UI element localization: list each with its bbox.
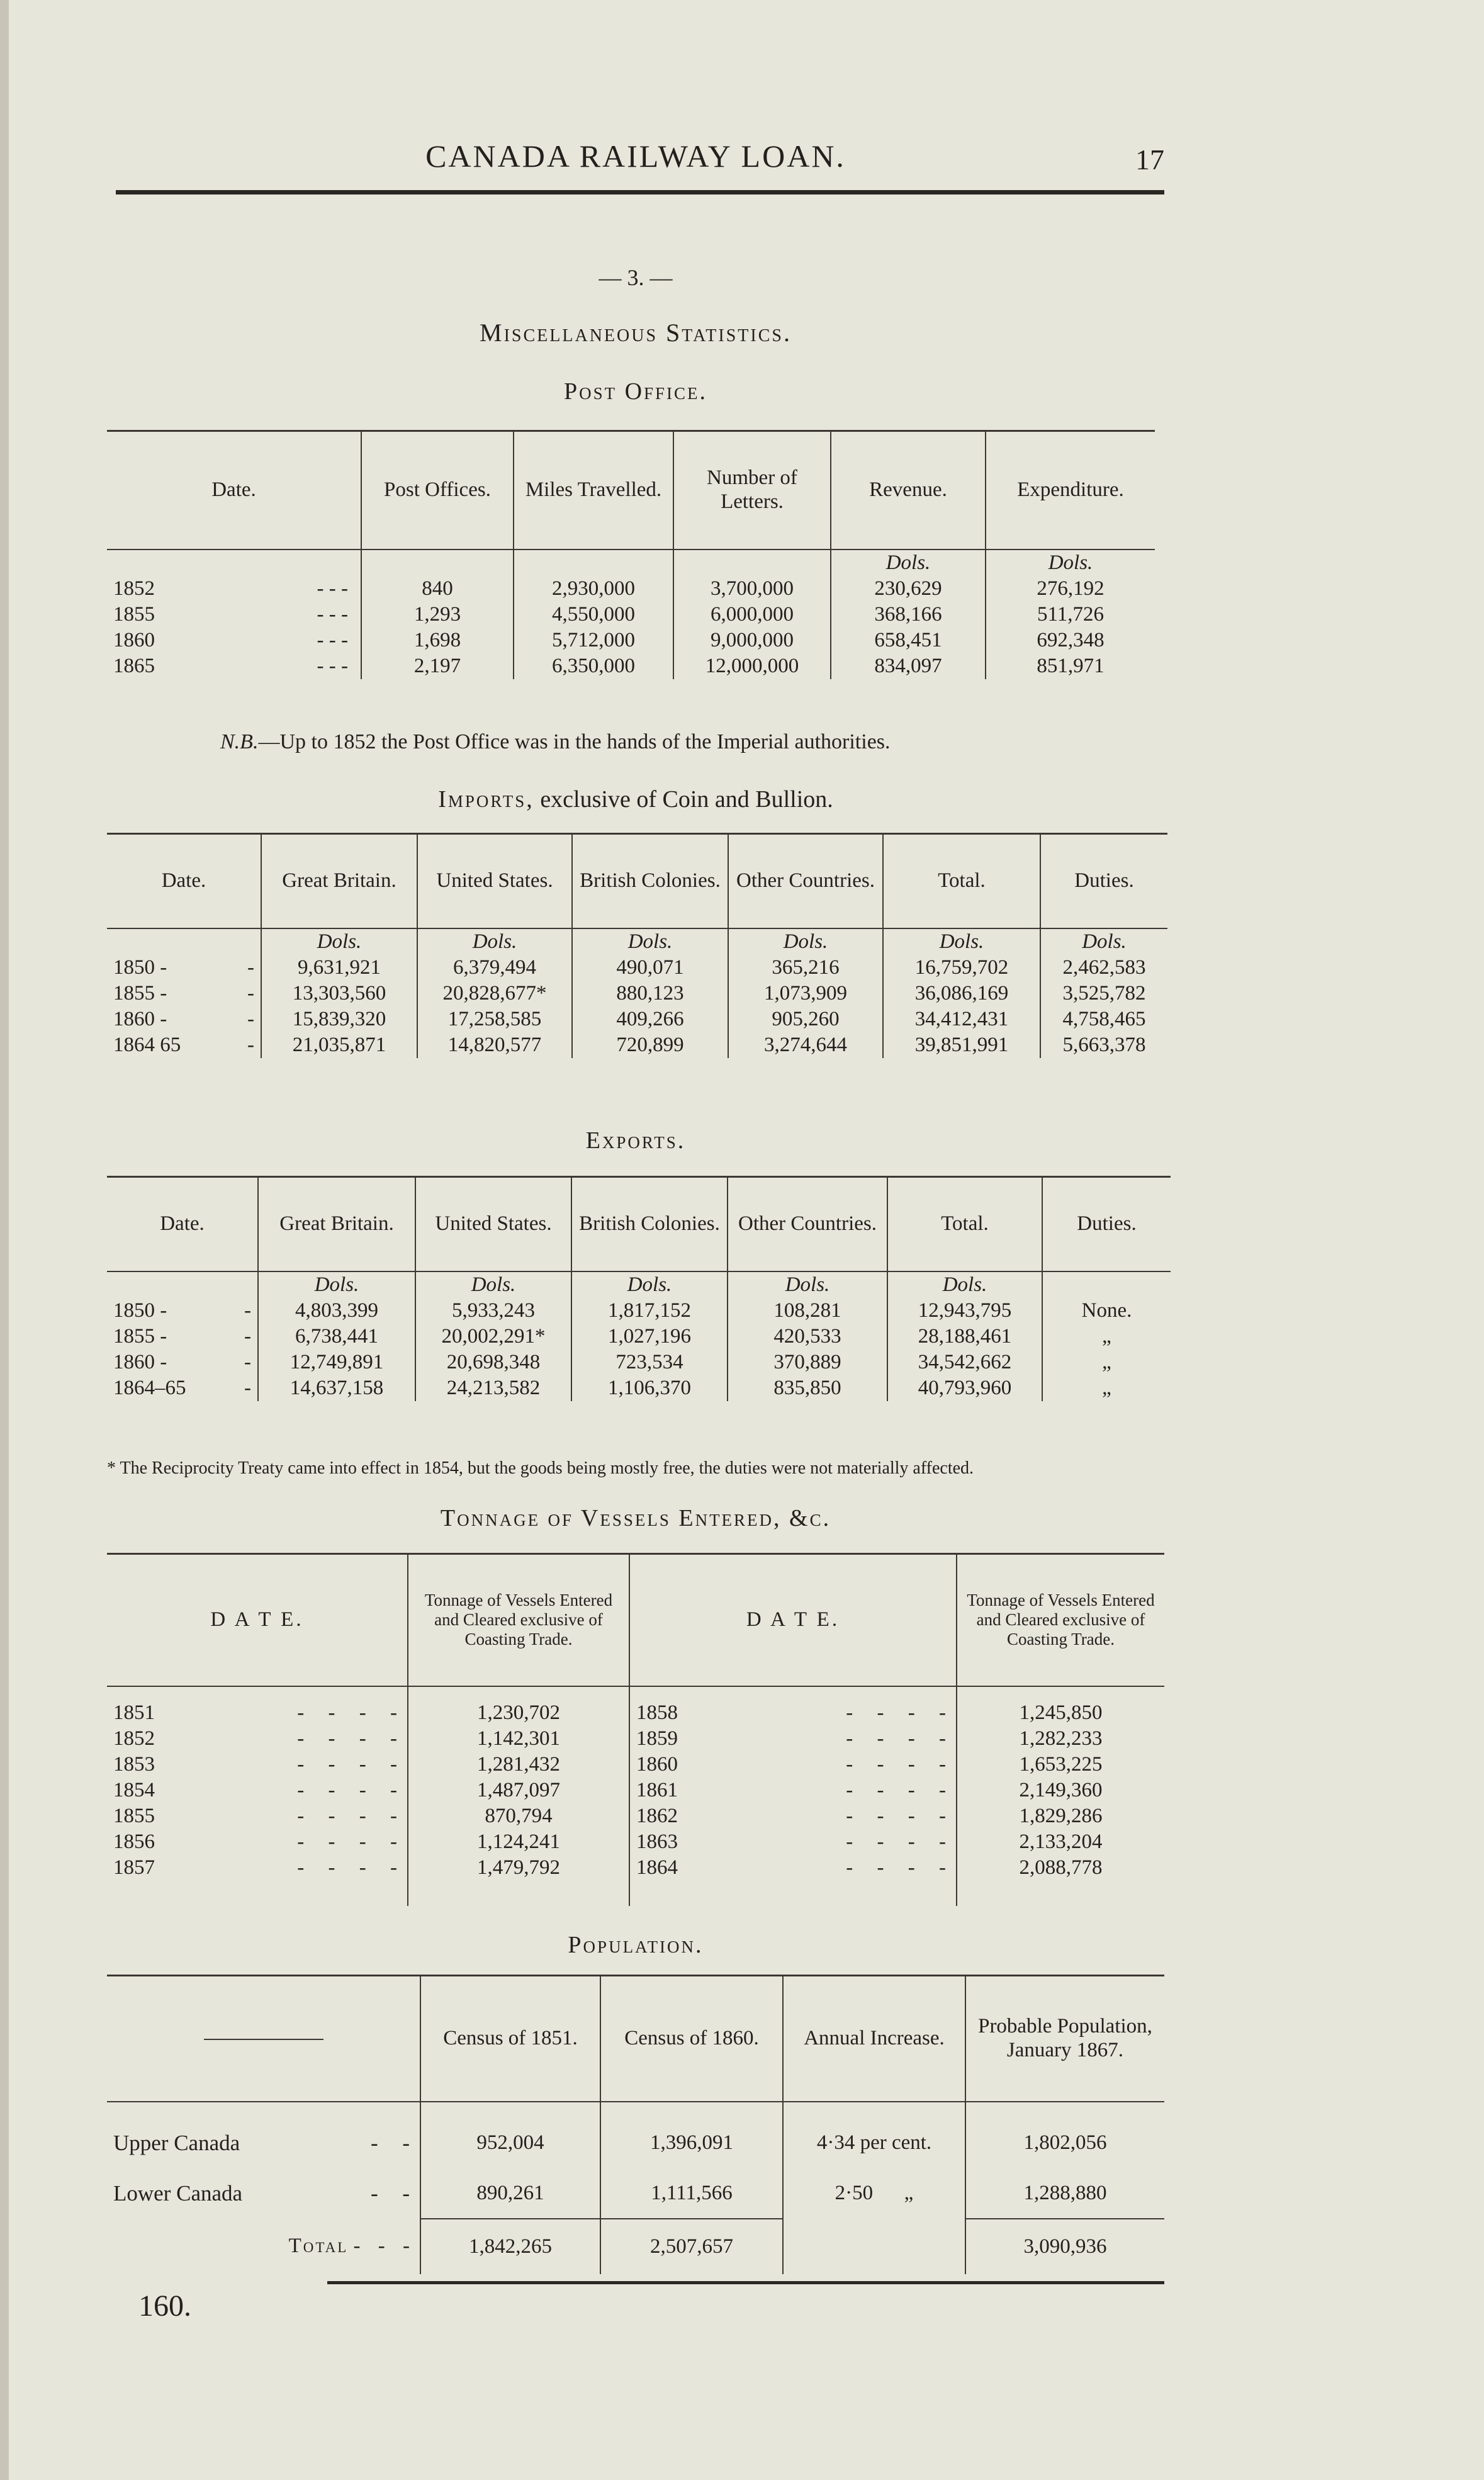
column-header: British Colonies. — [571, 1177, 728, 1271]
date-cell — [107, 955, 261, 981]
total-label-cell — [107, 2219, 420, 2274]
table-row — [107, 1298, 1171, 1324]
leader-dashes: - — [244, 1299, 251, 1322]
leader-dashes: - - - - — [846, 1752, 946, 1776]
column-header: Tonnage of Vessels Entered and Cleared exclusive of Coasting Trade. — [408, 1554, 629, 1686]
date-cell — [629, 1803, 957, 1829]
table-cell: None. — [1042, 1298, 1171, 1324]
table-row — [107, 1375, 1171, 1401]
table-cell: 12,749,891 — [258, 1350, 415, 1375]
date-value: 1850 - — [113, 1299, 167, 1322]
region-label: Upper Canada — [113, 2131, 240, 2155]
unit-label: Dols. — [831, 550, 986, 576]
table-cell: 409,266 — [572, 1006, 728, 1032]
table-row — [107, 1700, 1164, 1726]
table-cell: 370,889 — [728, 1350, 887, 1375]
column-header: Miles Travelled. — [514, 431, 673, 550]
date-cell — [107, 653, 361, 679]
table-cell: 368,166 — [831, 602, 986, 628]
running-title: CANADA RAILWAY LOAN. — [425, 138, 846, 174]
date-cell — [629, 1726, 957, 1752]
table-cell: 4,758,465 — [1040, 1006, 1167, 1032]
date-value: 1862 — [636, 1804, 678, 1827]
table-cell: 835,850 — [728, 1375, 887, 1401]
table-cell: 20,698,348 — [415, 1350, 571, 1375]
date-value: 1860 — [113, 628, 155, 651]
table-cell: 3,700,000 — [673, 576, 831, 602]
table-row — [107, 955, 1167, 981]
total-cell: 1,842,265 — [420, 2219, 600, 2274]
table-cell: 5,712,000 — [514, 628, 673, 653]
table-cell: 1,106,370 — [571, 1375, 728, 1401]
table-cell: 658,451 — [831, 628, 986, 653]
table-cell: 1,802,056 — [965, 2118, 1164, 2168]
unit-label: Dols. — [571, 1271, 728, 1298]
table-cell: 840 — [361, 576, 514, 602]
date-cell — [107, 1350, 258, 1375]
unit-label: Dols. — [887, 1271, 1042, 1298]
date-value: 1864 — [636, 1856, 678, 1879]
date-value: 1861 — [636, 1778, 678, 1801]
table-cell: 851,971 — [986, 653, 1155, 679]
table-cell: 420,533 — [728, 1324, 887, 1350]
column-header: Number of Letters. — [673, 431, 831, 550]
date-cell — [629, 1855, 957, 1881]
table-cell: 870,794 — [408, 1803, 629, 1829]
leader-dashes: - - - — [317, 602, 348, 626]
table-row — [107, 1778, 1164, 1803]
leader-dashes: - - - - — [297, 1856, 397, 1879]
column-header: Date. — [107, 834, 261, 928]
date-value: 1856 — [113, 1830, 155, 1853]
column-header: Great Britain. — [258, 1177, 415, 1271]
table-cell: 2,197 — [361, 653, 514, 679]
date-cell — [107, 1700, 408, 1726]
table-cell: 230,629 — [831, 576, 986, 602]
table-cell: 905,260 — [728, 1006, 883, 1032]
table-cell: 3,525,782 — [1040, 981, 1167, 1006]
date-value: 1864–65 — [113, 1376, 186, 1399]
table-cell: 28,188,461 — [887, 1324, 1042, 1350]
table-cell: 34,542,662 — [887, 1350, 1042, 1375]
column-header: Revenue. — [831, 431, 986, 550]
leader-dashes: - - - - — [846, 1830, 946, 1853]
column-header: British Colonies. — [572, 834, 728, 928]
section-number: — 3. — — [599, 265, 673, 290]
total-label: Total — [288, 2235, 349, 2257]
table-cell: 6,738,441 — [258, 1324, 415, 1350]
table-cell: 17,258,585 — [417, 1006, 572, 1032]
population-heading: Population. — [568, 1932, 704, 1958]
table-row — [107, 1006, 1167, 1032]
note-text: —Up to 1852 the Post Office was in the hands of the Imperial authorities. — [258, 730, 891, 753]
table-cell: 1,479,792 — [408, 1855, 629, 1881]
table-cell: 1,111,566 — [600, 2168, 783, 2219]
header-rule — [116, 190, 1164, 194]
table-row — [107, 2118, 1164, 2168]
table-cell: 6,350,000 — [514, 653, 673, 679]
table-row — [107, 1803, 1164, 1829]
table-cell: 692,348 — [986, 628, 1155, 653]
exports-heading: Exports. — [585, 1127, 686, 1154]
table-cell: 1,142,301 — [408, 1726, 629, 1752]
date-cell — [629, 1829, 957, 1855]
table-row — [107, 1324, 1171, 1350]
date-cell — [629, 1752, 957, 1778]
table-cell: 1,124,241 — [408, 1829, 629, 1855]
table-cell: 108,281 — [728, 1298, 887, 1324]
date-value: 1864 65 — [113, 1033, 181, 1056]
post-office-table — [107, 430, 1155, 679]
region-cell — [107, 2168, 420, 2219]
date-value: 1857 — [113, 1856, 155, 1879]
imports-heading-title: Imports, — [438, 786, 534, 813]
table-cell: 1,817,152 — [571, 1298, 728, 1324]
unit-label: Dols. — [986, 550, 1155, 576]
date-value: 1852 — [113, 577, 155, 600]
table-cell: 4,803,399 — [258, 1298, 415, 1324]
table-cell: 40,793,960 — [887, 1375, 1042, 1401]
table-cell: 1,281,432 — [408, 1752, 629, 1778]
column-header: United States. — [417, 834, 572, 928]
table-cell: 952,004 — [420, 2118, 600, 2168]
leader-dashes: - - - — [317, 628, 348, 651]
column-header: Great Britain. — [261, 834, 417, 928]
imports-heading-subtitle: exclusive of Coin and Bullion. — [534, 786, 833, 813]
region-label: Lower Canada — [113, 2181, 243, 2206]
column-header: Census of 1860. — [600, 1976, 783, 2102]
leader-dashes: - - - - — [846, 1701, 946, 1724]
table-header-row — [107, 1976, 1164, 2102]
table-cell: 2·50 „ — [783, 2168, 965, 2219]
table-cell: 1,027,196 — [571, 1324, 728, 1350]
table-cell: 276,192 — [986, 576, 1155, 602]
table-row — [107, 1032, 1167, 1058]
date-cell — [107, 602, 361, 628]
leader-dashes: - - - - — [846, 1727, 946, 1750]
date-cell — [107, 1752, 408, 1778]
date-cell — [107, 1375, 258, 1401]
table-cell: 14,820,577 — [417, 1032, 572, 1058]
date-cell — [107, 1803, 408, 1829]
table-cell: 13,303,560 — [261, 981, 417, 1006]
column-header: Annual Increase. — [783, 1976, 965, 2102]
post-office-heading: Post Office. — [563, 378, 708, 405]
leader-dashes: - - - - — [297, 1752, 397, 1776]
date-value: 1854 — [113, 1778, 155, 1801]
table-row — [107, 2168, 1164, 2219]
table-cell: 2,133,204 — [957, 1829, 1164, 1855]
column-header: Duties. — [1040, 834, 1167, 928]
leader-dashes: - - - - — [846, 1778, 946, 1801]
table-row — [107, 1829, 1164, 1855]
leader-dashes: - — [247, 981, 254, 1005]
table-cell: 720,899 — [572, 1032, 728, 1058]
date-value: 1855 — [113, 602, 155, 626]
table-cell: 365,216 — [728, 955, 883, 981]
table-cell: 34,412,431 — [883, 1006, 1040, 1032]
table-cell: 9,631,921 — [261, 955, 417, 981]
leader-dashes: - - - - — [297, 1804, 397, 1827]
date-cell — [107, 981, 261, 1006]
table-cell: 16,759,702 — [883, 955, 1040, 981]
table-cell: 5,663,378 — [1040, 1032, 1167, 1058]
leader-dashes: - - — [370, 2131, 410, 2155]
section-title: Miscellaneous Statistics. — [480, 318, 792, 347]
date-cell — [107, 1778, 408, 1803]
table-cell: 12,000,000 — [673, 653, 831, 679]
table-row — [107, 981, 1167, 1006]
table-cell: 880,123 — [572, 981, 728, 1006]
date-value: 1865 — [113, 654, 155, 677]
table-cell: 6,379,494 — [417, 955, 572, 981]
date-value: 1850 - — [113, 955, 167, 979]
unit-row — [107, 1271, 1171, 1298]
table-cell: 1,245,850 — [957, 1700, 1164, 1726]
reciprocity-footnote: * The Reciprocity Treaty came into effect in 1854, but the goods being mostly free, the duties were not materially affected. — [107, 1458, 974, 1478]
post-office-note — [220, 730, 891, 754]
unit-label: Dols. — [728, 928, 883, 955]
date-cell — [107, 1726, 408, 1752]
total-cell — [783, 2219, 965, 2274]
column-header: United States. — [415, 1177, 571, 1271]
column-header: Tonnage of Vessels Entered and Cleared exclusive of Coasting Trade. — [957, 1554, 1164, 1686]
table-row — [107, 602, 1155, 628]
unit-row — [107, 928, 1167, 955]
table-cell: 1,653,225 — [957, 1752, 1164, 1778]
date-value: 1863 — [636, 1830, 678, 1853]
column-header: Total. — [887, 1177, 1042, 1271]
table-cell: 2,930,000 — [514, 576, 673, 602]
imports-table — [107, 833, 1167, 1058]
page-number: 17 — [1135, 144, 1164, 176]
leader-dashes: - — [244, 1324, 251, 1348]
column-header: Duties. — [1042, 1177, 1171, 1271]
imports-heading — [107, 786, 1164, 813]
table-row — [107, 628, 1155, 653]
table-cell: 20,002,291* — [415, 1324, 571, 1350]
table-cell: 21,035,871 — [261, 1032, 417, 1058]
region-cell — [107, 2118, 420, 2168]
blank-rule — [204, 2039, 323, 2040]
table-cell: 890,261 — [420, 2168, 600, 2219]
leader-dashes: - - — [370, 2181, 410, 2206]
date-value: 1853 — [113, 1752, 155, 1776]
table-row — [107, 576, 1155, 602]
table-cell: 3,274,644 — [728, 1032, 883, 1058]
date-cell — [107, 1032, 261, 1058]
date-value: 1860 - — [113, 1350, 167, 1373]
table-cell: 20,828,677* — [417, 981, 572, 1006]
table-cell: 6,000,000 — [673, 602, 831, 628]
unit-label: Dols. — [1040, 928, 1167, 955]
leader-dashes: - — [247, 1007, 254, 1030]
table-cell: 2,462,583 — [1040, 955, 1167, 981]
unit-label: Dols. — [415, 1271, 571, 1298]
date-cell — [107, 1324, 258, 1350]
note-label: N.B. — [220, 730, 259, 753]
leader-dashes: - - - — [317, 654, 348, 677]
column-header: Post Offices. — [361, 431, 514, 550]
total-row — [107, 2219, 1164, 2274]
column-header: Census of 1851. — [420, 1976, 600, 2102]
table-cell: 1,293 — [361, 602, 514, 628]
date-cell — [107, 1855, 408, 1881]
population-table — [107, 1975, 1164, 2274]
table-cell: 39,851,991 — [883, 1032, 1040, 1058]
table-row — [107, 1350, 1171, 1375]
date-value: 1860 — [636, 1752, 678, 1776]
date-value: 1851 — [113, 1701, 155, 1724]
date-cell — [107, 628, 361, 653]
table-cell: 24,213,582 — [415, 1375, 571, 1401]
unit-label: Dols. — [261, 928, 417, 955]
unit-label: Dols. — [417, 928, 572, 955]
table-row — [107, 1726, 1164, 1752]
table-header-row — [107, 1554, 1164, 1686]
leader-dashes: - - - - — [297, 1701, 397, 1724]
closing-rule — [327, 2281, 1164, 2284]
leader-dashes: - — [247, 1033, 254, 1056]
table-cell: 4·34 per cent. — [783, 2118, 965, 2168]
table-cell: 2,088,778 — [957, 1855, 1164, 1881]
date-value: 1852 — [113, 1727, 155, 1750]
column-header: Other Countries. — [728, 1177, 887, 1271]
leader-dashes: - — [244, 1376, 251, 1399]
table-cell: 5,933,243 — [415, 1298, 571, 1324]
table-header-row — [107, 431, 1155, 550]
date-cell — [107, 1298, 258, 1324]
column-header: Probable Population, January 1867. — [965, 1976, 1164, 2102]
table-row — [107, 1752, 1164, 1778]
table-cell: 1,288,880 — [965, 2168, 1164, 2219]
table-header-row — [107, 834, 1167, 928]
date-value: 1860 - — [113, 1007, 167, 1030]
date-value: 1859 — [636, 1727, 678, 1750]
leader-dashes: - - - - — [297, 1727, 397, 1750]
date-cell — [107, 1829, 408, 1855]
unit-label: Dols. — [572, 928, 728, 955]
stub-header — [107, 1976, 420, 2102]
table-cell: 15,839,320 — [261, 1006, 417, 1032]
table-cell: 1,073,909 — [728, 981, 883, 1006]
date-cell — [629, 1700, 957, 1726]
exports-table — [107, 1176, 1171, 1401]
leader-dashes: - - - - — [297, 1778, 397, 1801]
unit-label: Dols. — [728, 1271, 887, 1298]
table-header-row — [107, 1177, 1171, 1271]
table-cell: 511,726 — [986, 602, 1155, 628]
leader-dashes: - - - - — [846, 1804, 946, 1827]
table-cell: 1,829,286 — [957, 1803, 1164, 1829]
page-edge — [0, 0, 9, 2480]
table-cell: 1,282,233 — [957, 1726, 1164, 1752]
column-header: D A T E. — [107, 1554, 408, 1686]
table-cell: 14,637,158 — [258, 1375, 415, 1401]
table-cell: 9,000,000 — [673, 628, 831, 653]
table-row — [107, 1855, 1164, 1881]
leader-dashes: - - - - — [846, 1856, 946, 1879]
column-header: D A T E. — [629, 1554, 957, 1686]
tonnage-heading: Tonnage of Vessels Entered, &c. — [440, 1505, 831, 1531]
table-cell: 36,086,169 — [883, 981, 1040, 1006]
leader-dashes: - - - — [353, 2235, 410, 2257]
unit-label: Dols. — [258, 1271, 415, 1298]
date-value: 1858 — [636, 1701, 678, 1724]
table-cell: 723,534 — [571, 1350, 728, 1375]
leader-dashes: - - - - — [297, 1830, 397, 1853]
table-cell: 2,149,360 — [957, 1778, 1164, 1803]
table-cell: 12,943,795 — [887, 1298, 1042, 1324]
date-value: 1855 - — [113, 1324, 167, 1348]
leader-dashes: - — [244, 1350, 251, 1373]
leader-dashes: - — [247, 955, 254, 979]
running-header — [107, 135, 1164, 179]
table-cell: „ — [1042, 1350, 1171, 1375]
table-cell: 1,396,091 — [600, 2118, 783, 2168]
tonnage-table — [107, 1553, 1164, 1906]
table-cell: 1,230,702 — [408, 1700, 629, 1726]
table-cell: 1,698 — [361, 628, 514, 653]
sheet-signature: 160. — [138, 2289, 191, 2323]
leader-dashes: - - - — [317, 577, 348, 600]
total-cell: 3,090,936 — [965, 2219, 1164, 2274]
table-row — [107, 653, 1155, 679]
column-header: Date. — [107, 431, 361, 550]
date-cell — [629, 1778, 957, 1803]
unit-row — [107, 550, 1155, 576]
total-cell: 2,507,657 — [600, 2219, 783, 2274]
table-cell: 1,487,097 — [408, 1778, 629, 1803]
table-cell: 4,550,000 — [514, 602, 673, 628]
date-value: 1855 — [113, 1804, 155, 1827]
date-cell — [107, 576, 361, 602]
column-header: Other Countries. — [728, 834, 883, 928]
date-cell — [107, 1006, 261, 1032]
date-value: 1855 - — [113, 981, 167, 1005]
table-cell: 490,071 — [572, 955, 728, 981]
column-header: Date. — [107, 1177, 258, 1271]
table-cell: „ — [1042, 1324, 1171, 1350]
table-cell: „ — [1042, 1375, 1171, 1401]
unit-label: Dols. — [883, 928, 1040, 955]
column-header: Expenditure. — [986, 431, 1155, 550]
table-cell: 834,097 — [831, 653, 986, 679]
column-header: Total. — [883, 834, 1040, 928]
